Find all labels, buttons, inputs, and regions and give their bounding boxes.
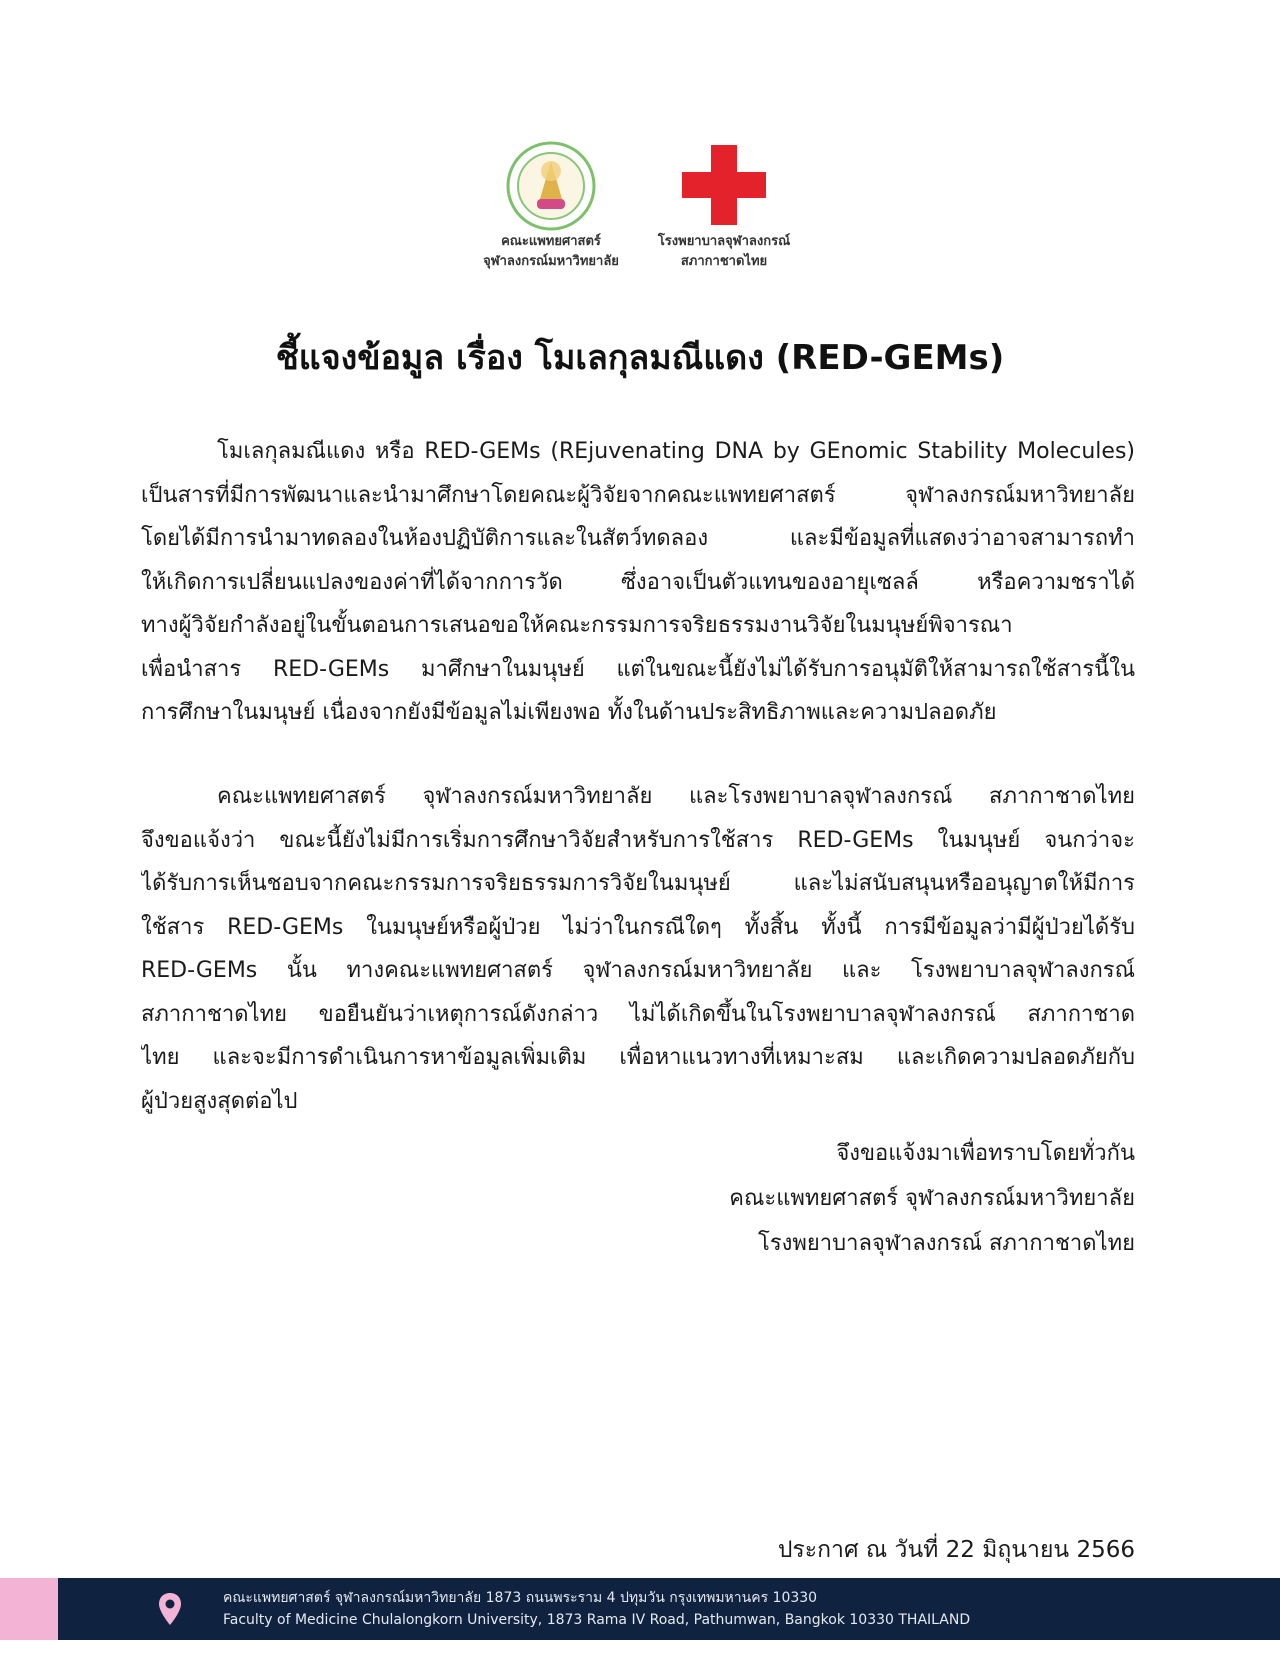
location-pin-icon	[158, 1592, 182, 1626]
footer-accent-bar	[0, 1578, 58, 1640]
hospital-caption-line2: สภากาชาดไทย	[680, 254, 768, 269]
paragraph-line: ได้รับการเห็นชอบจากคณะกรรมการจริยธรรมการวิจัยในมนุษย์ และไม่สนับสนุนหรืออนุญาตให้มีการ	[141, 871, 1135, 896]
paragraph-line: จึงขอแจ้งว่า ขณะนี้ยังไม่มีการเริ่มการศึกษาวิจัยสำหรับการใช้สาร RED-GEMs ในมนุษย์ จนกว่าจะ	[141, 827, 1135, 853]
footer-bar	[58, 1578, 1280, 1640]
signature-org2: โรงพยาบาลจุฬาลงกรณ์ สภากาชาดไทย	[758, 1231, 1135, 1256]
paragraph-line: เป็นสารที่มีการพัฒนาและนำมาศึกษาโดยคณะผู้วิจัยจากคณะแพทยศาสตร์ จุฬาลงกรณ์มหาวิทยาลัย	[141, 482, 1135, 508]
document-title: ชี้แจงข้อมูล เรื่อง โมเลกุลมณีแดง (RED-GEMs)	[275, 338, 1005, 378]
paragraph-line: โดยได้มีการนำมาทดลองในห้องปฏิบัติการและในสัตว์ทดลอง และมีข้อมูลที่แสดงว่าอาจสามารถทำ	[141, 526, 1135, 551]
footer-address-en: Faculty of Medicine Chulalongkorn University, 1873 Rama IV Road, Pathumwan, Bangkok 10330 THAILAND	[223, 1612, 971, 1628]
faculty-seal-logo	[506, 141, 596, 231]
red-cross-logo	[682, 145, 766, 225]
paragraph-line: ผู้ป่วยสูงสุดต่อไป	[141, 1088, 298, 1114]
signature-org1: คณะแพทยศาสตร์ จุฬาลงกรณ์มหาวิทยาลัย	[729, 1186, 1135, 1211]
paragraph-line: คณะแพทยศาสตร์ จุฬาลงกรณ์มหาวิทยาลัย และโรงพยาบาลจุฬาลงกรณ์ สภากาชาดไทย	[217, 784, 1135, 809]
paragraph-line: เพื่อนำสาร RED-GEMs มาศึกษาในมนุษย์ แต่ในขณะนี้ยังไม่ได้รับการอนุมัติให้สามารถใช้สารนี้ใน	[141, 656, 1135, 682]
faculty-caption-line1: คณะแพทยศาสตร์	[501, 234, 601, 249]
paragraph-line: RED-GEMs นั้น ทางคณะแพทยศาสตร์ จุฬาลงกรณ์มหาวิทยาลัย และ โรงพยาบาลจุฬาลงกรณ์	[141, 958, 1135, 983]
paragraph-2	[141, 775, 1135, 1123]
paragraph-line: การศึกษาในมนุษย์ เนื่องจากยังมีข้อมูลไม่เพียงพอ ทั้งในด้านประสิทธิภาพและความปลอดภัย	[141, 700, 997, 725]
paragraph-line: ทางผู้วิจัยกำลังอยู่ในขั้นตอนการเสนอขอให้คณะกรรมการจริยธรรมงานวิจัยในมนุษย์พิจารณา	[141, 613, 1013, 638]
closing-line: จึงขอแจ้งมาเพื่อทราบโดยทั่วกัน	[836, 1141, 1135, 1166]
announcement-date: ประกาศ ณ วันที่ 22 มิถุนายน 2566	[777, 1537, 1135, 1563]
hospital-caption-line1: โรงพยาบาลจุฬาลงกรณ์	[657, 234, 791, 249]
footer-address-th: คณะแพทยศาสตร์ จุฬาลงกรณ์มหาวิทยาลัย 1873 ถนนพระราม 4 ปทุมวัน กรุงเทพมหานคร 10330	[223, 1590, 818, 1606]
paragraph-line: ไทย และจะมีการดำเนินการหาข้อมูลเพิ่มเติม เพื่อหาแนวทางที่เหมาะสม และเกิดความปลอดภัยกับ	[141, 1045, 1135, 1070]
faculty-caption-line2: จุฬาลงกรณ์มหาวิทยาลัย	[483, 254, 619, 269]
paragraph-line: สภากาชาดไทย ขอยืนยันว่าเหตุการณ์ดังกล่าว ไม่ได้เกิดขึ้นในโรงพยาบาลจุฬาลงกรณ์ สภากาชาด	[141, 1001, 1135, 1027]
faculty-logo-caption	[461, 232, 641, 272]
paragraph-line: ให้เกิดการเปลี่ยนแปลงของค่าที่ได้จากการวัด ซึ่งอาจเป็นตัวแทนของอายุเซลล์ หรือความชราได้	[141, 569, 1135, 595]
hospital-logo-caption	[634, 232, 814, 272]
signature-block	[729, 1131, 1135, 1266]
paragraph-line: ใช้สาร RED-GEMs ในมนุษย์หรือผู้ป่วย ไม่ว่าในกรณีใดๆ ทั้งสิ้น ทั้งนี้ การมีข้อมูลว่ามีผู้ป่วยได้รับ	[141, 914, 1135, 940]
paragraph-1	[141, 430, 1135, 735]
footer-address	[223, 1587, 970, 1631]
paragraph-line: โมเลกุลมณีแดง หรือ RED-GEMs (REjuvenating DNA by GEnomic Stability Molecules)	[217, 439, 1135, 464]
